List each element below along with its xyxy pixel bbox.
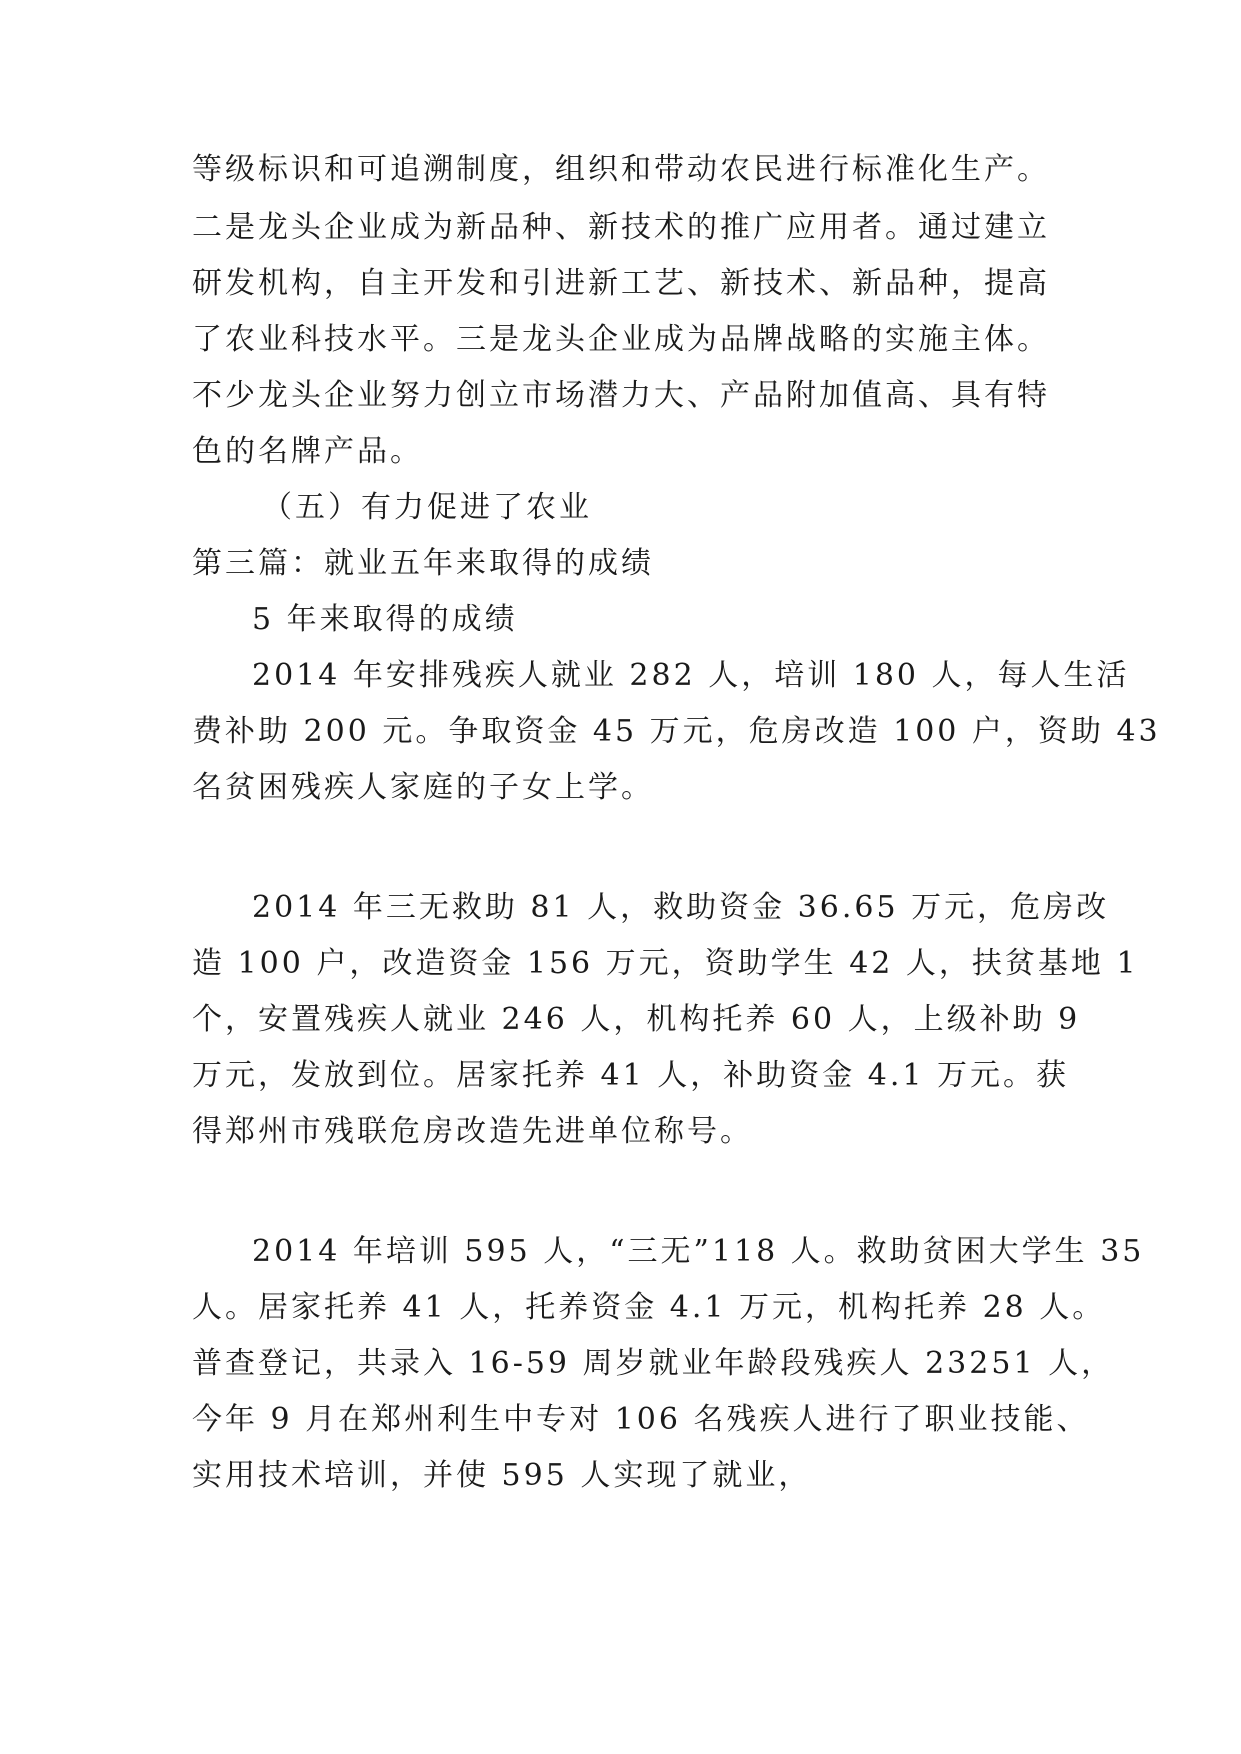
text-line: 等级标识和可追溯制度，组织和带动农民进行标准化生产。 bbox=[192, 152, 1050, 187]
text-line: 人。居家托养 41 人，托养资金 4.1 万元，机构托养 28 人。 bbox=[192, 1290, 1106, 1325]
text-line: 2014 年安排残疾人就业 282 人，培训 180 人，每人生活 bbox=[252, 658, 1130, 693]
text-line: 2014 年培训 595 人，“三无”118 人。救助贫困大学生 35 bbox=[252, 1234, 1145, 1269]
text-line: 费补助 200 元。争取资金 45 万元，危房改造 100 户，资助 43 bbox=[192, 714, 1161, 749]
text-line: 实用技术培训，并使 595 人实现了就业， bbox=[192, 1458, 812, 1493]
text-line: 了农业科技水平。三是龙头企业成为品牌战略的实施主体。 bbox=[192, 322, 1050, 357]
text-line: 得郑州市残联危房改造先进单位称号。 bbox=[192, 1114, 753, 1149]
text-line: 万元，发放到位。居家托养 41 人，补助资金 4.1 万元。获 bbox=[192, 1058, 1070, 1093]
text-line: 个，安置残疾人就业 246 人，机构托养 60 人，上级补助 9 bbox=[192, 1002, 1081, 1037]
chapter-title: 第三篇：就业五年来取得的成绩 bbox=[192, 546, 654, 581]
text-line: 色的名牌产品。 bbox=[192, 434, 423, 469]
text-line: 研发机构，自主开发和引进新工艺、新技术、新品种，提高 bbox=[192, 266, 1050, 301]
subtitle: 5 年来取得的成绩 bbox=[252, 602, 518, 637]
text-line: 二是龙头企业成为新品种、新技术的推广应用者。通过建立 bbox=[192, 210, 1050, 245]
section-heading: （五）有力促进了农业 bbox=[262, 490, 592, 525]
text-line: 普查登记，共录入 16-59 周岁就业年龄段残疾人 23251 人， bbox=[192, 1346, 1115, 1381]
text-line: 2014 年三无救助 81 人，救助资金 36.65 万元，危房改 bbox=[252, 890, 1110, 925]
text-line: 造 100 户，改造资金 156 万元，资助学生 42 人，扶贫基地 1 bbox=[192, 946, 1139, 981]
text-line: 不少龙头企业努力创立市场潜力大、产品附加值高、具有特 bbox=[192, 378, 1050, 413]
text-line: 名贫困残疾人家庭的子女上学。 bbox=[192, 770, 654, 805]
text-line: 今年 9 月在郑州利生中专对 106 名残疾人进行了职业技能、 bbox=[192, 1402, 1090, 1437]
